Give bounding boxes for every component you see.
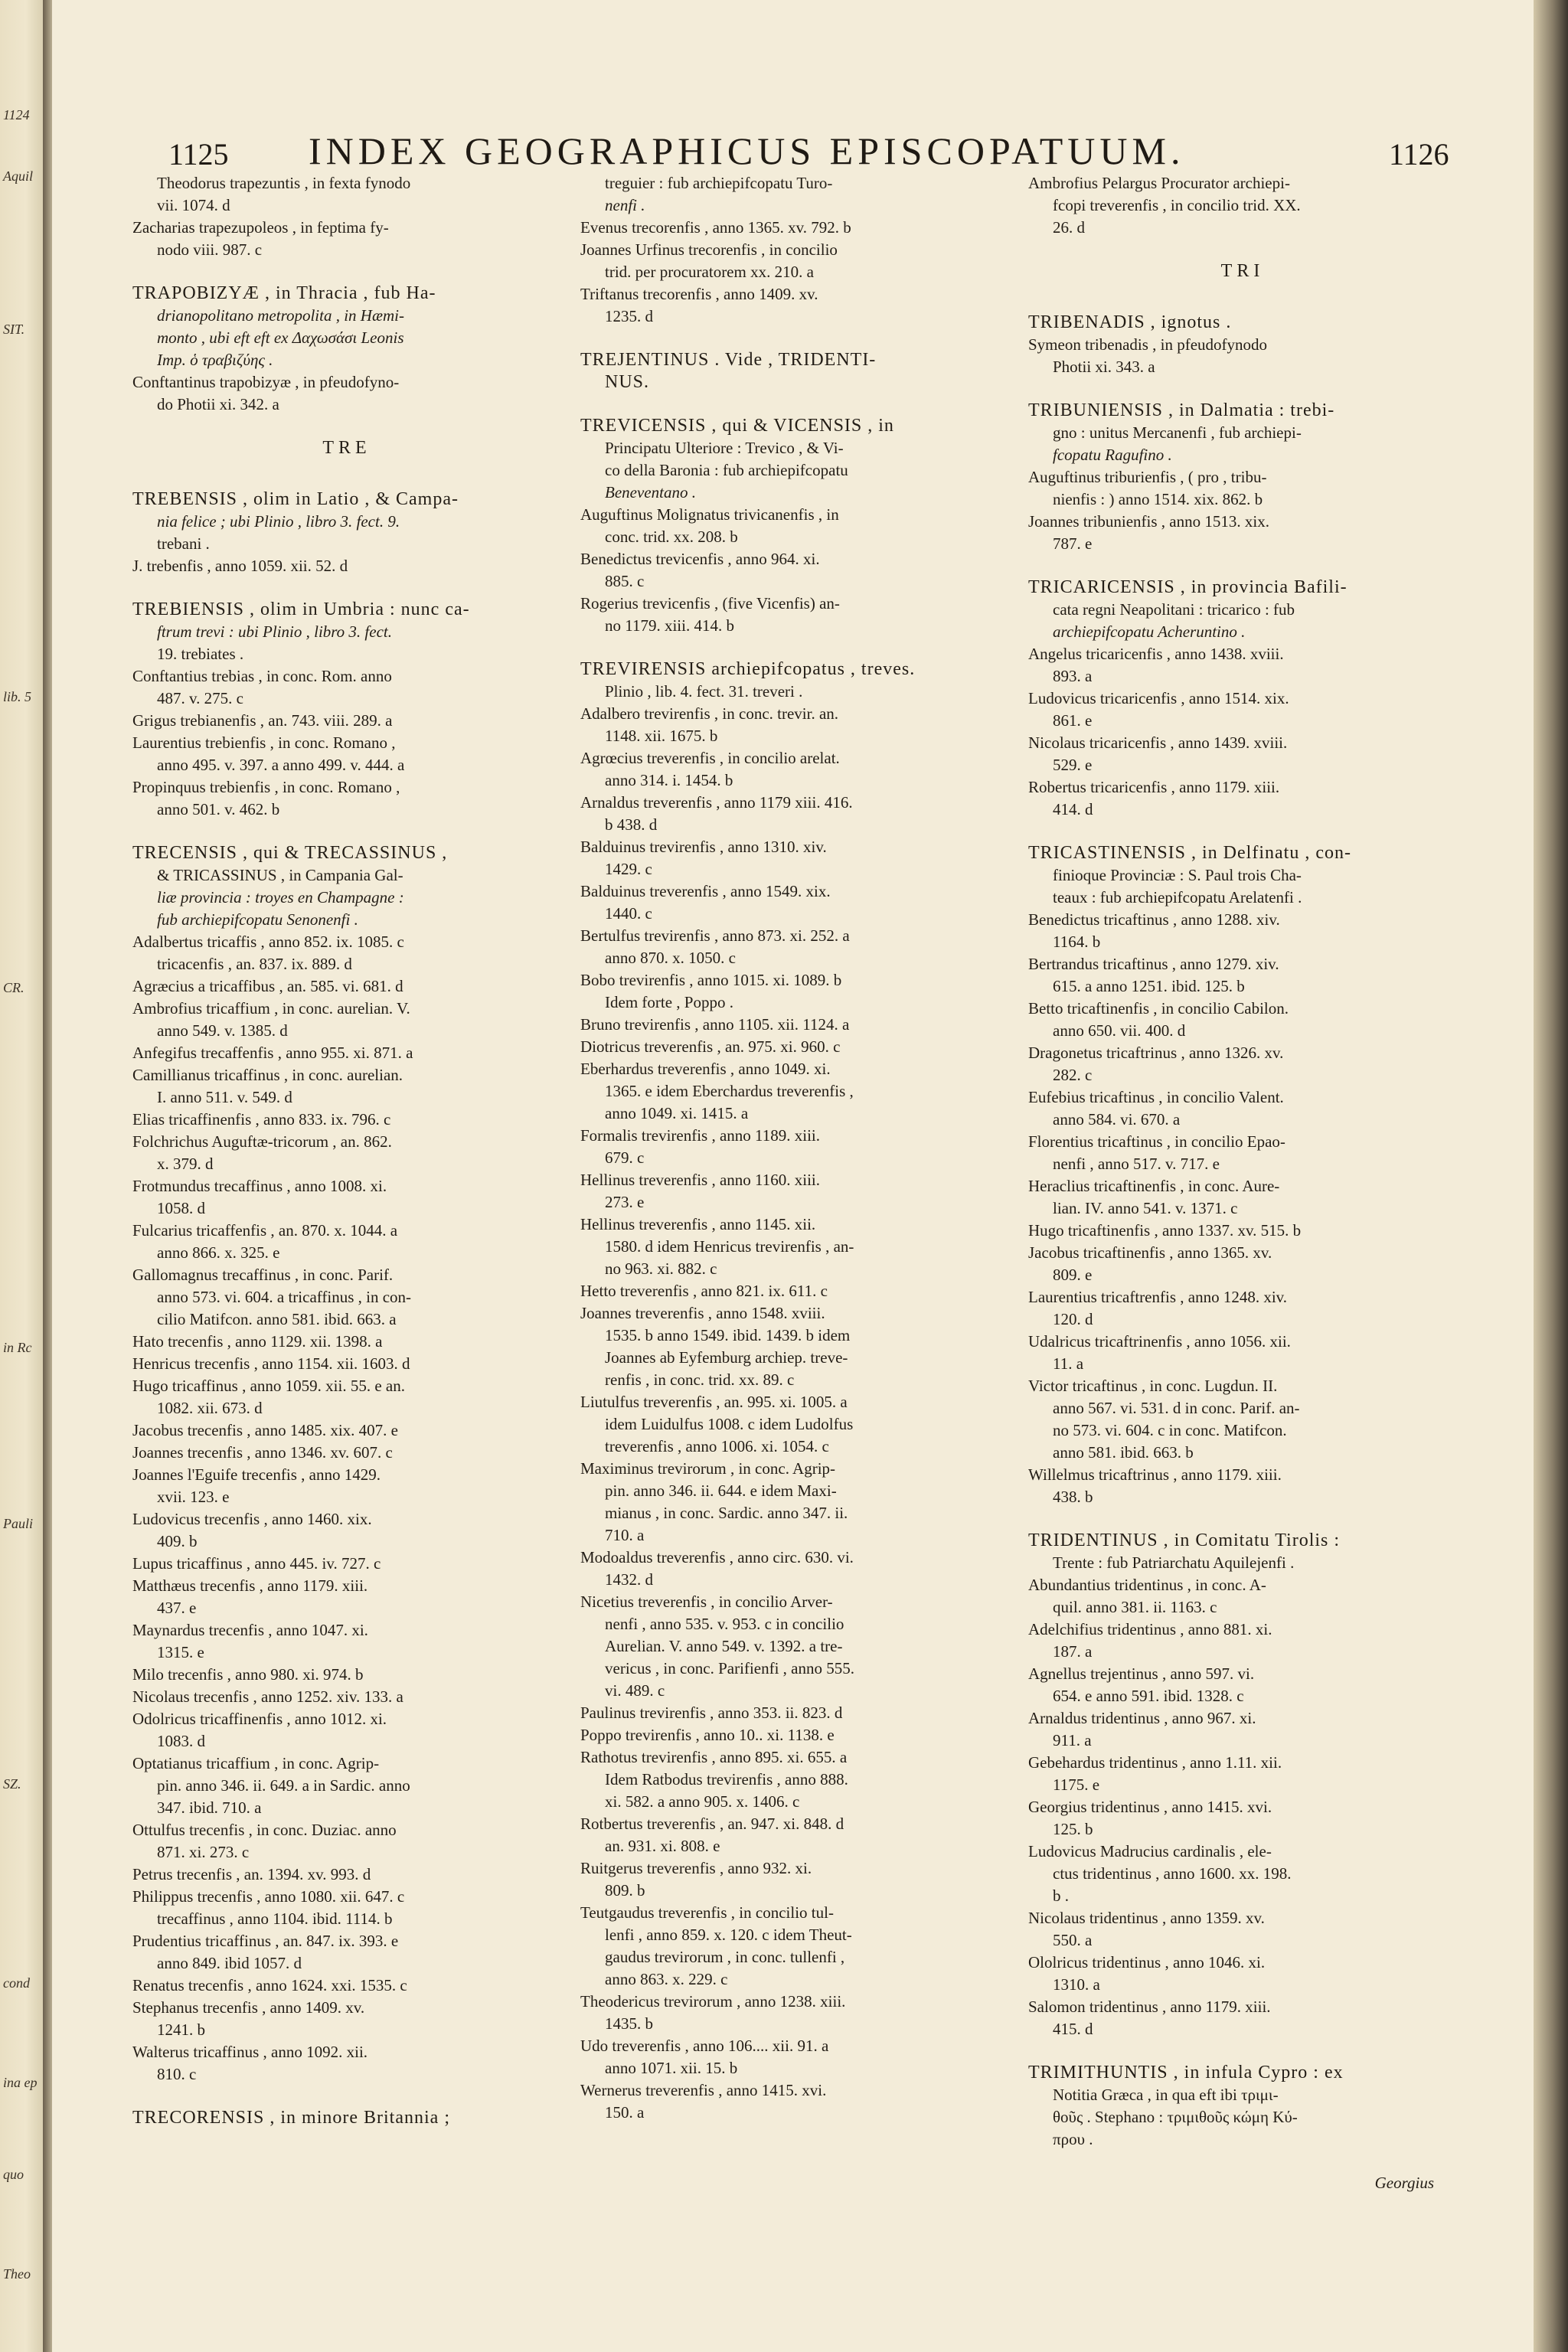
entry-line: 347. ibid. 710. a xyxy=(157,1798,262,1817)
entry-line: 273. e xyxy=(605,1193,645,1211)
entry-line: 1235. d xyxy=(605,307,653,325)
entry-line: 1164. b xyxy=(1053,933,1101,951)
entry-line: an. 931. xi. 808. e xyxy=(605,1837,720,1855)
entry-line: 809. e xyxy=(1053,1266,1093,1284)
entry-line: Aurelian. V. anno 549. v. 1392. a tre- xyxy=(605,1637,843,1655)
entry-line: Idem Ratbodus trevirenfis , anno 888. xyxy=(605,1770,848,1788)
index-entry xyxy=(132,842,561,2086)
entry-line: Symeon tribenadis , in pfeudofynodo xyxy=(1028,335,1268,354)
entry-line: anno 1071. xii. 15. b xyxy=(605,2059,738,2077)
entry-line: nenfi , anno 517. v. 717. e xyxy=(1053,1155,1220,1173)
book-page xyxy=(52,0,1534,2352)
entry-line: nenfi , anno 535. v. 953. c in concilio xyxy=(605,1615,844,1633)
entry-line: Adalbero trevirenfis , in conc. trevir. an. xyxy=(580,704,839,723)
entry-line: 550. a xyxy=(1053,1931,1093,1949)
entry-line: Agnellus trejentinus , anno 597. vi. xyxy=(1028,1664,1255,1683)
entry-line: & TRICASSINUS , in Campania Gal- xyxy=(157,866,403,884)
entry-line: Udo treverenfis , anno 106.... xii. 91. a xyxy=(580,2037,829,2055)
entry-line: Modoaldus treverenfis , anno circ. 630. vi. xyxy=(580,1548,854,1566)
entry-line: 885. c xyxy=(605,572,645,590)
entry-line: Joannes l'Eguife trecenfis , anno 1429. xyxy=(132,1465,381,1484)
entry-line: Diotricus treverenfis , an. 975. xi. 960. c xyxy=(580,1037,841,1056)
index-entry xyxy=(580,658,1009,2124)
entry-line: cilio Matifcon. anno 581. ibid. 663. a xyxy=(157,1310,397,1328)
page-number-right: 1126 xyxy=(1389,137,1449,172)
entry-line: 710. a xyxy=(605,1526,645,1544)
entry-line: trebani . xyxy=(157,534,210,553)
entry-line: teaux : fub archiepifcopatu Arelatenfi . xyxy=(1053,888,1302,906)
entry-line: Joannes treverenfis , anno 1548. xviii. xyxy=(580,1304,825,1322)
entry-line: anno 870. x. 1050. c xyxy=(605,949,736,967)
entry-line: I. anno 511. v. 549. d xyxy=(157,1088,292,1106)
entry-line: 1535. b anno 1549. ibid. 1439. b idem xyxy=(605,1326,851,1344)
entry-line: Photii xi. 343. a xyxy=(1053,358,1155,376)
entry-line: 1429. c xyxy=(605,860,652,878)
entry-line: Principatu Ulteriore : Trevico , & Vi- xyxy=(605,439,844,457)
entry-line: 125. b xyxy=(1053,1820,1093,1838)
entry-line: lenfi , anno 859. x. 120. c idem Theut- xyxy=(605,1926,852,1944)
entry-line: θοῦς . Stephano : τριμιθοῦς κώμη Κύ- xyxy=(1053,2108,1298,2126)
entry-line: 487. v. 275. c xyxy=(157,689,243,707)
entry-line: Florentius tricaftinus , in concilio Epao- xyxy=(1028,1132,1285,1151)
entry-line: trid. per procuratorem xx. 210. a xyxy=(605,263,814,281)
index-entry xyxy=(1028,312,1457,378)
entry-line: 1083. d xyxy=(157,1732,205,1750)
adjacent-page-fragment: quo xyxy=(3,2167,24,2182)
entry-line: Bobo trevirenfis , anno 1015. xi. 1089. b xyxy=(580,971,842,989)
entry-line: 1315. e xyxy=(157,1643,204,1661)
entry-line: Conftantius trebias , in conc. Rom. anno xyxy=(132,667,392,685)
entry-line: 809. b xyxy=(605,1881,645,1900)
entry-line: 1440. c xyxy=(605,904,652,923)
entry-line: 615. a anno 1251. ibid. 125. b xyxy=(1053,977,1245,995)
entry-line: Milo trecenfis , anno 980. xi. 974. b xyxy=(132,1665,364,1684)
entry-line: Stephanus trecenfis , anno 1409. xv. xyxy=(132,1998,365,2017)
entry-line: Hugo tricaftinenfis , anno 1337. xv. 515. b xyxy=(1028,1221,1302,1240)
entry-line: lian. IV. anno 541. v. 1371. c xyxy=(1053,1199,1238,1217)
adjacent-page-fragment: ina ep xyxy=(3,2075,38,2090)
entry-line: 11. a xyxy=(1053,1354,1084,1373)
entry-line: Folchrichus Auguftæ-tricorum , an. 862. xyxy=(132,1132,392,1151)
entry-line: fub archiepifcopatu Senonenfi . xyxy=(157,910,358,929)
entry-line: no 573. vi. 604. c in conc. Matifcon. xyxy=(1053,1421,1287,1439)
entry-line: anno 501. v. 462. b xyxy=(157,800,280,818)
entry-line: 120. d xyxy=(1053,1310,1093,1328)
adjacent-page-fragment: SZ. xyxy=(3,1776,21,1792)
entry-line: vericus , in conc. Parifienfi , anno 555. xyxy=(605,1659,854,1677)
entry-line: 1435. b xyxy=(605,2014,653,2033)
entry-line: 187. a xyxy=(1053,1642,1093,1661)
index-entry xyxy=(580,349,1009,394)
entry-heading-line: TRIDENTINUS , in Comitatu Tirolis : xyxy=(1028,1530,1341,1550)
entry-line: Petrus trecenfis , an. 1394. xv. 993. d xyxy=(132,1865,371,1883)
entry-line: 1365. e idem Eberchardus treverenfis , xyxy=(605,1082,854,1100)
index-entry xyxy=(580,172,1009,328)
entry-line: 654. e anno 591. ibid. 1328. c xyxy=(1053,1687,1244,1705)
entry-line: anno 866. x. 325. e xyxy=(157,1243,280,1262)
entry-line: treverenfis , anno 1006. xi. 1054. c xyxy=(605,1437,829,1455)
entry-line: 911. a xyxy=(1053,1731,1092,1749)
index-entry xyxy=(1028,2062,1457,2151)
entry-line: Zacharias trapezupoleos , in feptima fy- xyxy=(132,218,389,237)
entry-line: Abundantius tridentinus , in conc. A- xyxy=(1028,1576,1266,1594)
entry-line: Plinio , lib. 4. fect. 31. treveri . xyxy=(605,682,803,701)
entry-line: idem Luidulfus 1008. c idem Ludolfus xyxy=(605,1415,854,1433)
entry-line: Benedictus tricaftinus , anno 1288. xiv. xyxy=(1028,910,1280,929)
entry-line: 871. xi. 273. c xyxy=(157,1843,250,1861)
entry-line: vii. 1074. d xyxy=(157,196,230,214)
entry-line: Philippus trecenfis , anno 1080. xii. 647. c xyxy=(132,1887,405,1906)
entry-line: Formalis trevirenfis , anno 1189. xiii. xyxy=(580,1126,821,1145)
entry-heading-line: TRIBUNIENSIS , in Dalmatia : trebi- xyxy=(1028,400,1335,420)
entry-line: J. trebenfis , anno 1059. xii. 52. d xyxy=(132,557,348,575)
entry-line: anno 567. vi. 531. d in conc. Parif. an- xyxy=(1053,1399,1300,1417)
entry-line: Hellinus treverenfis , anno 1145. xii. xyxy=(580,1215,816,1233)
entry-line: Ololricus tridentinus , anno 1046. xi. xyxy=(1028,1953,1266,1971)
entry-line: 414. d xyxy=(1053,800,1093,818)
entry-line: Propinquus trebienfis , in conc. Romano , xyxy=(132,778,400,796)
entry-line: Ludovicus trecenfis , anno 1460. xix. xyxy=(132,1510,372,1528)
adjacent-page-fragment: SIT. xyxy=(3,322,25,337)
adjacent-page-fragment: in Rc xyxy=(3,1340,32,1355)
entry-line: Theodorus trapezuntis , in fexta fynodo xyxy=(157,174,411,192)
entry-line: Elias tricaffinenfis , anno 833. ix. 796. c xyxy=(132,1110,391,1129)
entry-line: Jacobus tricaftinenfis , anno 1365. xv. xyxy=(1028,1243,1272,1262)
entry-line: no 963. xi. 882. c xyxy=(605,1259,717,1278)
entry-line: fcopi treverenfis , in concilio trid. XX. xyxy=(1053,196,1301,214)
entry-line: archiepifcopatu Acheruntino . xyxy=(1053,622,1246,641)
entry-line: Heraclius tricaftinenfis , in conc. Aure- xyxy=(1028,1177,1280,1195)
entry-line: Wernerus treverenfis , anno 1415. xvi. xyxy=(580,2081,827,2099)
entry-line: Ambrofius Pelargus Procurator archiepi- xyxy=(1028,174,1290,192)
entry-line: Joannes trecenfis , anno 1346. xv. 607. c xyxy=(132,1443,393,1462)
entry-line: ctus tridentinus , anno 1600. xx. 198. xyxy=(1053,1864,1292,1883)
entry-line: Ruitgerus treverenfis , anno 932. xi. xyxy=(580,1859,812,1877)
entry-heading-line: TRECORENSIS , in minore Britannia ; xyxy=(132,2108,450,2128)
entry-line: Dragonetus tricaftrinus , anno 1326. xv. xyxy=(1028,1044,1284,1062)
entry-heading-line: TREBIENSIS , olim in Umbria : nunc ca- xyxy=(132,599,470,619)
index-entry xyxy=(1028,1530,1457,2040)
index-entry xyxy=(132,2107,561,2129)
entry-line: Balduinus trevirenfis , anno 1310. xiv. xyxy=(580,838,827,856)
entry-line: anno 849. ibid 1057. d xyxy=(157,1954,302,1972)
entry-line: Idem forte , Poppo . xyxy=(605,993,733,1011)
page-title: INDEX GEOGRAPHICUS EPISCOPATUUM. xyxy=(309,129,1185,172)
entry-line: Balduinus treverenfis , anno 1549. xix. xyxy=(580,882,831,900)
entry-line: anno 584. vi. 670. a xyxy=(1053,1110,1181,1129)
entry-heading-line: TREVIRENSIS archiepifcopatus , treves. xyxy=(580,659,916,679)
entry-line: gaudus trevirorum , in conc. tullenfi , xyxy=(605,1948,845,1966)
entry-line: Lupus tricaffinus , anno 445. iv. 727. c xyxy=(132,1554,381,1573)
entry-line: 1310. a xyxy=(1053,1975,1100,1994)
entry-line: Nicolaus tridentinus , anno 1359. xv. xyxy=(1028,1909,1265,1927)
entry-heading-line: TREBENSIS , olim in Latio , & Campa- xyxy=(132,489,459,509)
entry-line: nodo viii. 987. c xyxy=(157,240,263,259)
entry-line: Udalricus tricaftrinenfis , anno 1056. xii. xyxy=(1028,1332,1291,1351)
entry-line: Maximinus trevirorum , in conc. Agrip- xyxy=(580,1459,836,1478)
entry-line: xi. 582. a anno 905. x. 1406. c xyxy=(605,1792,800,1811)
entry-line: 861. e xyxy=(1053,711,1093,730)
entry-line: Hetto treverenfis , anno 821. ix. 611. c xyxy=(580,1282,828,1300)
entry-line: Laurentius trebienfis , in conc. Romano , xyxy=(132,733,396,752)
adjacent-page-fragment: Aquil xyxy=(3,168,33,184)
entry-line: Nicolaus tricaricenfis , anno 1439. xviii. xyxy=(1028,733,1288,752)
entry-line: Rogerius trevicenfis , (five Vicenfis) an- xyxy=(580,594,840,612)
entry-line: Frotmundus trecaffinus , anno 1008. xi. xyxy=(132,1177,387,1195)
entry-line: Rathotus trevirenfis , anno 895. xi. 655. a xyxy=(580,1748,848,1766)
entry-heading-line: TRAPOBIZYÆ , in Thracia , fub Ha- xyxy=(132,283,436,303)
entry-line: finioque Provinciæ : S. Paul trois Cha- xyxy=(1053,866,1302,884)
entry-line: Ludovicus tricaricenfis , anno 1514. xix. xyxy=(1028,689,1289,707)
entry-line: Agræcius a tricaffibus , an. 585. vi. 681. d xyxy=(132,977,403,995)
entry-line: Willelmus tricaftrinus , anno 1179. xiii. xyxy=(1028,1465,1282,1484)
entry-line: Prudentius tricaffinus , an. 847. ix. 393. e xyxy=(132,1932,399,1950)
entry-line: Benedictus trevicenfis , anno 964. xi. xyxy=(580,550,820,568)
entry-line: Ludovicus Madrucius cardinalis , ele- xyxy=(1028,1842,1272,1860)
entry-line: 150. a xyxy=(605,2103,645,2122)
adjacent-page-fragment: CR. xyxy=(3,980,24,995)
entry-line: Nicolaus trecenfis , anno 1252. xiv. 133. a xyxy=(132,1687,403,1706)
entry-line: 438. b xyxy=(1053,1488,1093,1506)
entry-line: trecaffinus , anno 1104. ibid. 1114. b xyxy=(157,1909,393,1928)
entry-line: Walterus tricaffinus , anno 1092. xii. xyxy=(132,2043,368,2061)
index-entry xyxy=(580,415,1009,637)
entry-line: 19. trebiates . xyxy=(157,645,244,663)
index-entry xyxy=(132,488,561,577)
index-entry xyxy=(1028,577,1457,821)
entry-line: 26. d xyxy=(1053,218,1085,237)
entry-line: Arnaldus treverenfis , anno 1179 xiii. 416. xyxy=(580,793,853,812)
entry-line: Liutulfus treverenfis , an. 995. xi. 1005. a xyxy=(580,1393,848,1411)
entry-line: ftrum trevi : ubi Plinio , libro 3. fect. xyxy=(157,622,392,641)
entry-line: Robertus tricaricenfis , anno 1179. xiii. xyxy=(1028,778,1280,796)
entry-line: 810. c xyxy=(157,2065,197,2083)
entry-line: liæ provincia : troyes en Champagne : xyxy=(157,888,404,906)
entry-line: 1148. xii. 1675. b xyxy=(605,727,718,745)
entry-line: Bertrandus tricaftinus , anno 1279. xiv. xyxy=(1028,955,1279,973)
index-entry xyxy=(132,599,561,821)
entry-line: Evenus trecorenfis , anno 1365. xv. 792. b xyxy=(580,218,851,237)
entry-line: nenfi . xyxy=(605,196,645,214)
entry-line: Gebehardus tridentinus , anno 1.11. xii. xyxy=(1028,1753,1282,1772)
adjacent-page-fragment: Pauli xyxy=(3,1516,33,1531)
section-heading: TRE xyxy=(322,438,371,458)
entry-line: 1058. d xyxy=(157,1199,205,1217)
entry-heading-line: TREVICENSIS , qui & VICENSIS , in xyxy=(580,416,894,436)
entry-line: Laurentius tricaftrenfis , anno 1248. xiv. xyxy=(1028,1288,1288,1306)
entry-line: Maynardus trecenfis , anno 1047. xi. xyxy=(132,1621,368,1639)
entry-line: Renatus trecenfis , anno 1624. xxi. 1535. c xyxy=(132,1976,407,1994)
entry-line: Matthæus trecenfis , anno 1179. xiii. xyxy=(132,1576,368,1595)
entry-line: anno 650. vii. 400. d xyxy=(1053,1021,1186,1040)
entry-line: 1432. d xyxy=(605,1570,653,1589)
entry-line: 787. e xyxy=(1053,534,1093,553)
entry-line: anno 1049. xi. 1415. a xyxy=(605,1104,749,1122)
index-entry xyxy=(1028,842,1457,1508)
entry-line: co della Baronia : fub archiepifcopatu xyxy=(605,461,848,479)
entry-line: nienfis : ) anno 1514. xix. 862. b xyxy=(1053,490,1263,508)
entry-line: 679. c xyxy=(605,1148,645,1167)
entry-line: Imp. ὁ τραβιζύης . xyxy=(157,351,273,369)
entry-line: x. 379. d xyxy=(157,1155,214,1173)
entry-line: Adelchifius tridentinus , anno 881. xi. xyxy=(1028,1620,1272,1638)
entry-line: Hellinus treverenfis , anno 1160. xiii. xyxy=(580,1171,820,1189)
entry-line: nia felice ; ubi Plinio , libro 3. fect. 9. xyxy=(157,512,400,531)
entry-line: b 438. d xyxy=(605,815,658,834)
entry-line: 409. b xyxy=(157,1532,198,1550)
entry-line: anno 495. v. 397. a anno 499. v. 444. a xyxy=(157,756,405,774)
entry-line: vi. 489. c xyxy=(605,1681,665,1700)
page-number-left: 1125 xyxy=(168,137,229,172)
entry-line: 893. a xyxy=(1053,667,1093,685)
book-right-edge xyxy=(1534,0,1568,2352)
book-gutter xyxy=(43,0,52,2352)
entry-line: Anfegifus trecaffenfis , anno 955. xi. 871. a xyxy=(132,1044,413,1062)
entry-line: Henricus trecenfis , anno 1154. xii. 1603. d xyxy=(132,1354,410,1373)
index-entry xyxy=(132,172,561,261)
adjacent-page-fragment: cond xyxy=(3,1975,30,1991)
entry-line: Fulcarius tricaffenfis , an. 870. x. 1044. a xyxy=(132,1221,398,1240)
column-right xyxy=(1028,172,1457,2194)
entry-line: anno 549. v. 1385. d xyxy=(157,1021,288,1040)
entry-line: anno 581. ibid. 663. b xyxy=(1053,1443,1194,1462)
entry-heading-line: NUS. xyxy=(605,372,650,392)
entry-line: Adalbertus tricaffis , anno 852. ix. 1085. c xyxy=(132,933,404,951)
entry-line: Gallomagnus trecaffinus , in conc. Parif. xyxy=(132,1266,394,1284)
entry-heading-line: TRICASTINENSIS , in Delfinatu , con- xyxy=(1028,843,1351,863)
entry-line: cata regni Neapolitani : tricarico : fub xyxy=(1053,600,1295,619)
adjacent-page-edge xyxy=(0,0,43,2352)
entry-line: quil. anno 381. ii. 1163. c xyxy=(1053,1598,1217,1616)
entry-line: anno 573. vi. 604. a tricaffinus , in con- xyxy=(157,1288,412,1306)
entry-line: 437. e xyxy=(157,1599,197,1617)
entry-line: conc. trid. xx. 208. b xyxy=(605,528,738,546)
entry-line: pin. anno 346. ii. 649. a in Sardic. anno xyxy=(157,1776,410,1795)
entry-line: Paulinus trevirenfis , anno 353. ii. 823. d xyxy=(580,1704,843,1722)
entry-line: Eberhardus treverenfis , anno 1049. xi. xyxy=(580,1060,831,1078)
entry-line: Beneventano . xyxy=(605,483,696,501)
index-entry xyxy=(1028,172,1457,239)
entry-line: Ottulfus trecenfis , in conc. Duziac. anno xyxy=(132,1821,397,1839)
entry-line: renfis , in conc. trid. xx. 89. c xyxy=(605,1370,795,1389)
entry-line: Jacobus trecenfis , anno 1485. xix. 407. e xyxy=(132,1421,399,1439)
entry-line: Notitia Græca , in qua eft ibi τριμι- xyxy=(1053,2086,1279,2104)
entry-line: Auguftinus triburienfis , ( pro , tribu- xyxy=(1028,468,1267,486)
entry-line: 1175. e xyxy=(1053,1775,1100,1794)
entry-line: Nicetius treverenfis , in concilio Arver- xyxy=(580,1592,833,1611)
entry-line: 1241. b xyxy=(157,2020,205,2039)
entry-heading-line: TRIMITHUNTIS , in infula Cypro : ex xyxy=(1028,2063,1344,2082)
entry-line: treguier : fub archiepifcopatu Turo- xyxy=(605,174,833,192)
entry-line: Arnaldus tridentinus , anno 967. xi. xyxy=(1028,1709,1256,1727)
entry-line: Joannes ab Eyfemburg archiep. treve- xyxy=(605,1348,848,1367)
entry-line: Agrœcius treverenfis , in concilio arelat. xyxy=(580,749,840,767)
index-entry xyxy=(1028,400,1457,555)
entry-line: fcopatu Ragufino . xyxy=(1053,446,1172,464)
entry-heading-line: TREJENTINUS . Vide , TRIDENTI- xyxy=(580,350,877,370)
entry-line: Poppo trevirenfis , anno 10.. xi. 1138. e xyxy=(580,1726,835,1744)
entry-line: Theodericus trevirorum , anno 1238. xiii. xyxy=(580,1992,846,2011)
entry-line: b . xyxy=(1053,1886,1069,1905)
entry-line: Odolricus tricaffinenfis , anno 1012. xi. xyxy=(132,1710,387,1728)
index-entry xyxy=(132,283,561,416)
entry-line: Hato trecenfis , anno 1129. xii. 1398. a xyxy=(132,1332,383,1351)
entry-line: Betto tricaftinenfis , in concilio Cabilon. xyxy=(1028,999,1289,1018)
entry-line: Teutgaudus treverenfis , in concilio tul- xyxy=(580,1903,834,1922)
entry-line: Trente : fub Patriarchatu Aquilejenfi . xyxy=(1053,1553,1295,1572)
entry-line: Rotbertus treverenfis , an. 947. xi. 848. d xyxy=(580,1815,844,1833)
entry-line: Grigus trebianenfis , an. 743. viii. 289. a xyxy=(132,711,393,730)
entry-line: Auguftinus Molignatus trivicanenfis , in xyxy=(580,505,839,524)
entry-line: Conftantinus trapobizyæ , in pfeudofyno- xyxy=(132,373,400,391)
entry-line: do Photii xi. 342. a xyxy=(157,395,279,413)
entry-line: Bertulfus trevirenfis , anno 873. xi. 252. a xyxy=(580,926,850,945)
entry-line: 529. e xyxy=(1053,756,1093,774)
entry-line: 282. c xyxy=(1053,1066,1093,1084)
page-header xyxy=(52,122,1534,176)
entry-line: anno 863. x. 229. c xyxy=(605,1970,728,1988)
entry-heading-line: TRIBENADIS , ignotus . xyxy=(1028,312,1232,332)
entry-line: Georgius tridentinus , anno 1415. xvi. xyxy=(1028,1798,1272,1816)
entry-line: xvii. 123. e xyxy=(157,1488,230,1506)
entry-line: tricacenfis , an. 837. ix. 889. d xyxy=(157,955,352,973)
entry-line: mianus , in conc. Sardic. anno 347. ii. xyxy=(605,1504,848,1522)
entry-line: Angelus tricaricenfis , anno 1438. xviii. xyxy=(1028,645,1284,663)
catchword: Georgius xyxy=(1374,2174,1434,2192)
entry-line: Salomon tridentinus , anno 1179. xiii. xyxy=(1028,1998,1271,2016)
entry-line: no 1179. xiii. 414. b xyxy=(605,616,734,635)
entry-line: Eufebius tricaftinus , in concilio Valent. xyxy=(1028,1088,1284,1106)
entry-line: monto , ubi eft eft ex Δαχωσάσι Leonis xyxy=(157,328,404,347)
entry-line: 1580. d idem Henricus trevirenfis , an- xyxy=(605,1237,854,1256)
entry-line: anno 314. i. 1454. b xyxy=(605,771,733,789)
section-heading: TRI xyxy=(1220,261,1265,281)
entry-line: Joannes Urfinus trecorenfis , in concilio xyxy=(580,240,838,259)
entry-line: Camillianus tricaffinus , in conc. aurelian. xyxy=(132,1066,403,1084)
adjacent-page-fragment: Theo xyxy=(3,2266,31,2282)
column-left xyxy=(132,172,561,2151)
entry-line: pin. anno 346. ii. 644. e idem Maxi- xyxy=(605,1481,837,1500)
adjacent-page-fragment: 1124 xyxy=(3,107,30,122)
entry-line: 415. d xyxy=(1053,2020,1093,2038)
entry-line: Victor tricaftinus , in conc. Lugdun. II. xyxy=(1028,1377,1278,1395)
entry-line: 1082. xii. 673. d xyxy=(157,1399,263,1417)
entry-line: Triftanus trecorenfis , anno 1409. xv. xyxy=(580,285,818,303)
entry-line: Ambrofius tricaffium , in conc. aurelian. V. xyxy=(132,999,410,1018)
adjacent-page-fragment: lib. 5 xyxy=(3,689,32,704)
entry-line: gno : unitus Mercanenfi , fub archiepi- xyxy=(1053,423,1302,442)
entry-line: πρου . xyxy=(1053,2130,1093,2148)
entry-heading-line: TRECENSIS , qui & TRECASSINUS , xyxy=(132,843,448,863)
entry-line: Hugo tricaffinus , anno 1059. xii. 55. e an. xyxy=(132,1377,405,1395)
entry-line: Optatianus tricaffium , in conc. Agrip- xyxy=(132,1754,380,1772)
entry-line: drianopolitano metropolita , in Hæmi- xyxy=(157,306,404,325)
entry-line: Joannes tribunienfis , anno 1513. xix. xyxy=(1028,512,1269,531)
entry-line: Bruno trevirenfis , anno 1105. xii. 1124. a xyxy=(580,1015,850,1034)
column-middle xyxy=(580,172,1009,2145)
entry-heading-line: TRICARICENSIS , in provincia Bafili- xyxy=(1028,577,1348,597)
